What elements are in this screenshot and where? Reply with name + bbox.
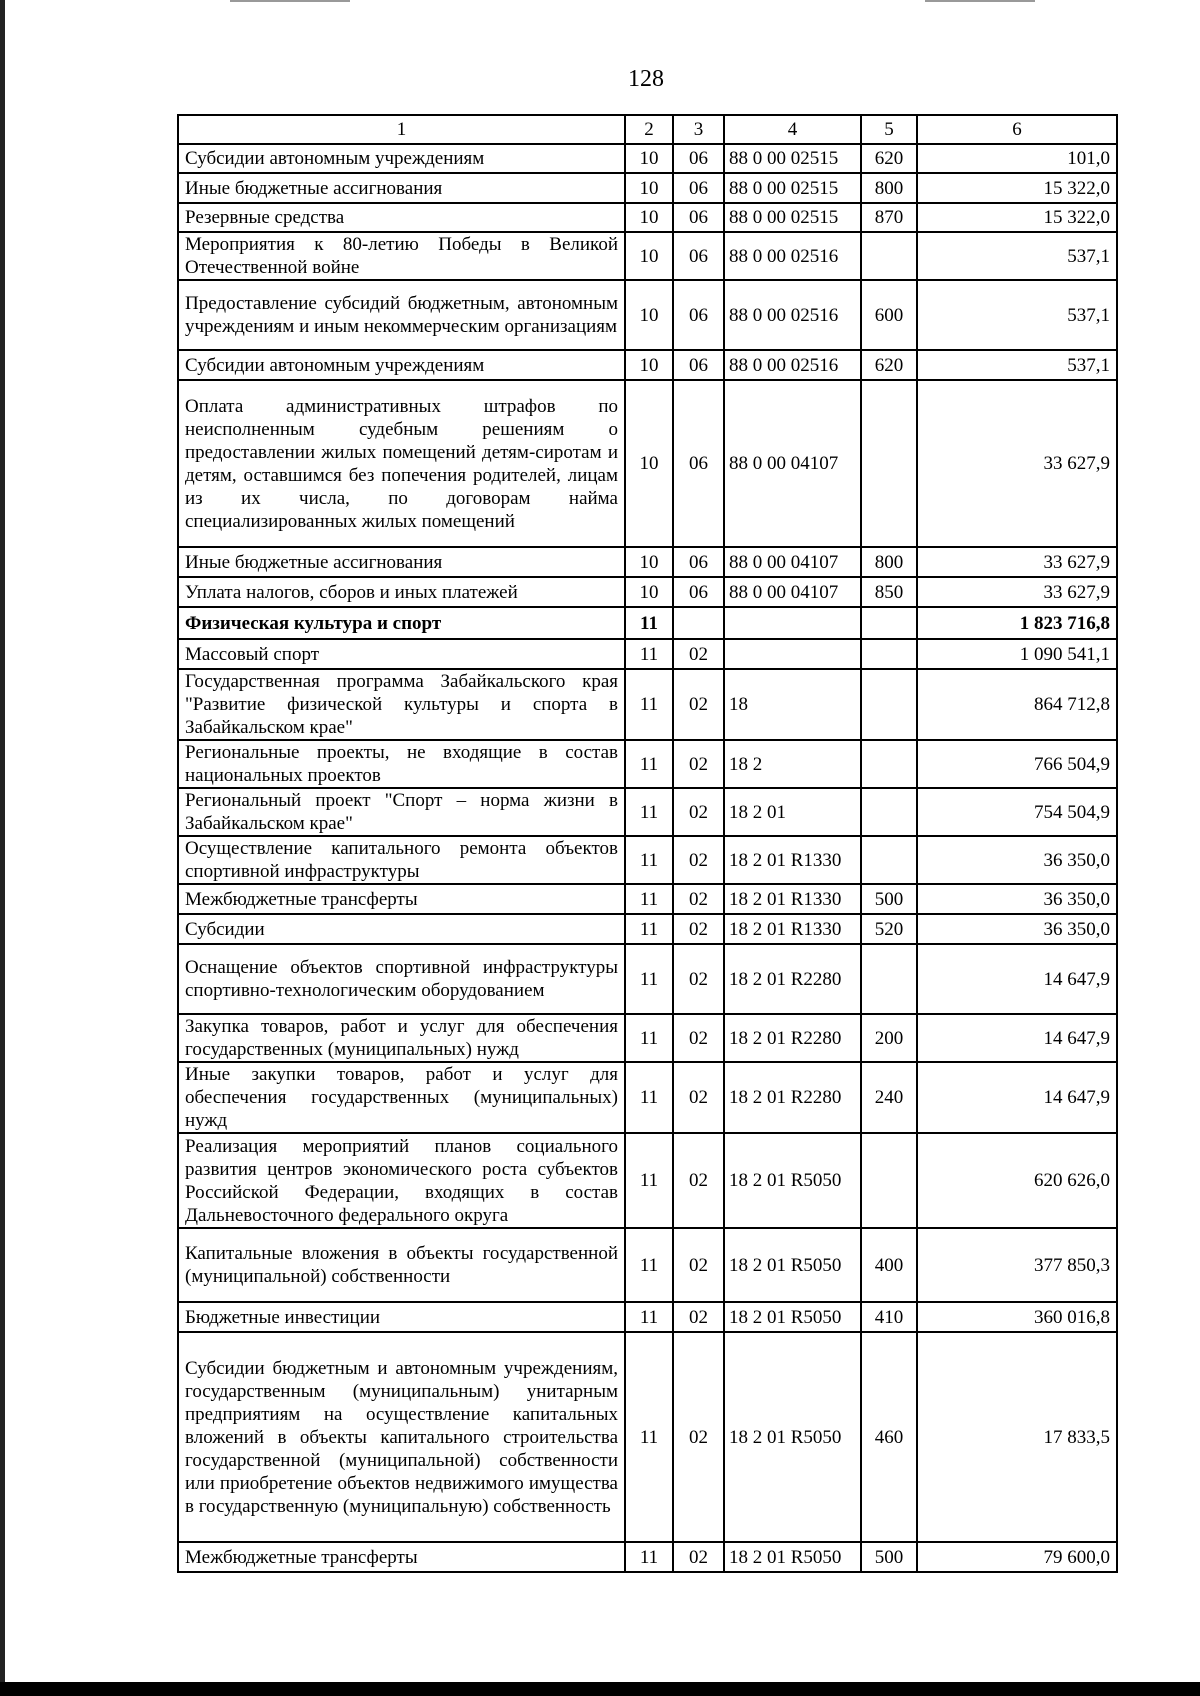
scan-edge-left [0,0,5,1696]
row-subsection-cell: 02 [673,740,724,788]
table-row [178,577,1117,607]
row-section-cell: 10 [625,173,673,203]
row-section-cell: 10 [625,547,673,577]
row-subsection-cell: 06 [673,350,724,380]
table-row [178,350,1117,380]
row-amount-cell: 537,1 [917,232,1117,280]
row-section-cell: 11 [625,836,673,884]
row-target-article-cell: 88 0 00 04107 [724,380,861,547]
row-expense-type-cell: 870 [861,203,917,232]
row-subsection-cell: 06 [673,577,724,607]
row-name-cell: Субсидии автономным учреждениям [178,350,625,380]
row-target-article-cell: 18 2 01 R5050 [724,1228,861,1302]
row-name-cell: Иные бюджетные ассигнования [178,173,625,203]
row-target-article-cell: 88 0 00 02516 [724,232,861,280]
row-expense-type-cell: 620 [861,144,917,173]
row-amount-cell: 1 823 716,8 [917,607,1117,639]
row-expense-type-cell: 460 [861,1332,917,1542]
row-amount-cell: 377 850,3 [917,1228,1117,1302]
row-name-cell: Закупка товаров, работ и услуг для обеспечения государственных (муниципальных) нужд [178,1014,625,1062]
row-target-article-cell: 18 2 01 R5050 [724,1332,861,1542]
table-row [178,884,1117,914]
row-amount-cell: 33 627,9 [917,577,1117,607]
row-section-cell: 11 [625,1302,673,1332]
row-section-cell: 11 [625,884,673,914]
table-row [178,1133,1117,1228]
row-subsection-cell: 02 [673,788,724,836]
row-target-article-cell: 18 2 01 R2280 [724,1014,861,1062]
row-name-cell: Капитальные вложения в объекты государственной (муниципальной) собственности [178,1228,625,1302]
row-subsection-cell: 02 [673,1302,724,1332]
header-cell-5: 5 [861,115,917,144]
row-target-article-cell [724,639,861,669]
row-amount-cell: 537,1 [917,350,1117,380]
table-row [178,1302,1117,1332]
table-row [178,639,1117,669]
row-name-cell: Субсидии автономным учреждениям [178,144,625,173]
row-subsection-cell: 02 [673,914,724,944]
row-section-cell: 11 [625,944,673,1014]
row-subsection-cell: 02 [673,1014,724,1062]
table-row [178,914,1117,944]
row-expense-type-cell: 600 [861,280,917,350]
row-subsection-cell: 02 [673,836,724,884]
row-subsection-cell: 06 [673,380,724,547]
row-section-cell: 10 [625,232,673,280]
table-row [178,144,1117,173]
row-expense-type-cell: 800 [861,173,917,203]
row-expense-type-cell [861,232,917,280]
row-subsection-cell: 02 [673,884,724,914]
row-expense-type-cell [861,669,917,740]
row-amount-cell: 101,0 [917,144,1117,173]
row-name-cell: Физическая культура и спорт [178,607,625,639]
row-subsection-cell: 02 [673,639,724,669]
row-target-article-cell: 18 2 01 R1330 [724,836,861,884]
row-amount-cell: 15 322,0 [917,203,1117,232]
row-subsection-cell: 02 [673,1133,724,1228]
row-expense-type-cell [861,607,917,639]
row-name-cell: Резервные средства [178,203,625,232]
row-amount-cell: 360 016,8 [917,1302,1117,1332]
row-amount-cell: 864 712,8 [917,669,1117,740]
table-row [178,1228,1117,1302]
table-row [178,547,1117,577]
budget-table [177,114,1118,1573]
row-target-article-cell: 88 0 00 04107 [724,547,861,577]
row-section-cell: 11 [625,788,673,836]
row-amount-cell: 79 600,0 [917,1542,1117,1572]
row-target-article-cell: 18 2 01 R1330 [724,884,861,914]
row-amount-cell: 36 350,0 [917,914,1117,944]
row-target-article-cell: 88 0 00 04107 [724,577,861,607]
row-target-article-cell: 18 2 01 R1330 [724,914,861,944]
row-section-cell: 10 [625,203,673,232]
row-subsection-cell: 06 [673,547,724,577]
row-name-cell: Оплата административных штрафов по неисполненным судебным решениям о предоставлении жилых помещений детям-сиротам и детям, оставшимся без попечения родителей, лицам из их числа, по договорам найма специализированных жилых помещений [178,380,625,547]
row-section-cell: 11 [625,639,673,669]
row-amount-cell: 36 350,0 [917,884,1117,914]
row-target-article-cell: 18 2 01 R5050 [724,1302,861,1332]
row-amount-cell: 14 647,9 [917,944,1117,1014]
row-subsection-cell: 06 [673,144,724,173]
scan-edge-top-right [925,0,1035,2]
table-row [178,380,1117,547]
row-expense-type-cell: 240 [861,1062,917,1133]
row-amount-cell: 33 627,9 [917,547,1117,577]
row-section-cell: 11 [625,1542,673,1572]
row-section-cell: 11 [625,740,673,788]
table-row [178,203,1117,232]
row-target-article-cell: 18 2 [724,740,861,788]
row-section-cell: 11 [625,1228,673,1302]
table-row [178,173,1117,203]
row-expense-type-cell: 400 [861,1228,917,1302]
row-target-article-cell: 88 0 00 02515 [724,173,861,203]
row-target-article-cell: 18 2 01 [724,788,861,836]
row-name-cell: Иные бюджетные ассигнования [178,547,625,577]
row-name-cell: Межбюджетные трансферты [178,1542,625,1572]
row-expense-type-cell [861,944,917,1014]
row-amount-cell: 766 504,9 [917,740,1117,788]
row-subsection-cell: 02 [673,944,724,1014]
row-amount-cell: 17 833,5 [917,1332,1117,1542]
row-target-article-cell [724,607,861,639]
row-expense-type-cell: 520 [861,914,917,944]
table-row [178,1062,1117,1133]
row-target-article-cell: 18 2 01 R5050 [724,1542,861,1572]
row-subsection-cell: 06 [673,232,724,280]
table-row [178,232,1117,280]
row-name-cell: Уплата налогов, сборов и иных платежей [178,577,625,607]
row-expense-type-cell [861,740,917,788]
header-cell-4: 4 [724,115,861,144]
row-section-cell: 11 [625,669,673,740]
row-subsection-cell: 02 [673,1062,724,1133]
row-amount-cell: 620 626,0 [917,1133,1117,1228]
table-row [178,1542,1117,1572]
row-target-article-cell: 88 0 00 02515 [724,144,861,173]
row-expense-type-cell: 410 [861,1302,917,1332]
row-name-cell: Региональный проект "Спорт – норма жизни в Забайкальском крае" [178,788,625,836]
row-expense-type-cell: 850 [861,577,917,607]
row-subsection-cell: 02 [673,1332,724,1542]
table-row [178,280,1117,350]
row-target-article-cell: 18 2 01 R5050 [724,1133,861,1228]
row-section-cell: 10 [625,380,673,547]
row-expense-type-cell [861,1133,917,1228]
row-subsection-cell [673,607,724,639]
header-cell-3: 3 [673,115,724,144]
row-section-cell: 11 [625,1014,673,1062]
row-name-cell: Иные закупки товаров, работ и услуг для обеспечения государственных (муниципальных) нужд [178,1062,625,1133]
row-amount-cell: 754 504,9 [917,788,1117,836]
row-section-cell: 10 [625,280,673,350]
table-row [178,1332,1117,1542]
row-name-cell: Бюджетные инвестиции [178,1302,625,1332]
row-name-cell: Межбюджетные трансферты [178,884,625,914]
row-subsection-cell: 02 [673,669,724,740]
row-expense-type-cell: 500 [861,884,917,914]
table-row [178,944,1117,1014]
row-section-cell: 11 [625,914,673,944]
header-row [178,115,1117,144]
row-subsection-cell: 06 [673,203,724,232]
row-amount-cell: 1 090 541,1 [917,639,1117,669]
row-section-cell: 10 [625,350,673,380]
row-expense-type-cell: 200 [861,1014,917,1062]
row-expense-type-cell [861,836,917,884]
row-target-article-cell: 18 2 01 R2280 [724,1062,861,1133]
row-section-cell: 11 [625,1133,673,1228]
row-target-article-cell: 88 0 00 02515 [724,203,861,232]
row-subsection-cell: 02 [673,1228,724,1302]
table-row [178,740,1117,788]
table-row [178,1014,1117,1062]
row-name-cell: Осуществление капитального ремонта объектов спортивной инфраструктуры [178,836,625,884]
row-name-cell: Предоставление субсидий бюджетным, автономным учреждениям и иным некоммерческим организациям [178,280,625,350]
row-expense-type-cell [861,639,917,669]
row-amount-cell: 33 627,9 [917,380,1117,547]
header-cell-1: 1 [178,115,625,144]
row-section-cell: 11 [625,1062,673,1133]
row-name-cell: Субсидии бюджетным и автономным учреждениям, государственным (муниципальным) унитарным предприятиям на осуществление капитальных вложений в объекты капитального строительства государственной (муниципальной) собственности или приобретение объектов недвижимого имущества в государственную (муниципальную) собственность [178,1332,625,1542]
row-name-cell: Мероприятия к 80-летию Победы в Великой Отечественной войне [178,232,625,280]
table-row [178,669,1117,740]
row-expense-type-cell: 500 [861,1542,917,1572]
row-name-cell: Оснащение объектов спортивной инфраструктуры спортивно-технологическим оборудованием [178,944,625,1014]
row-name-cell: Реализация мероприятий планов социального развития центров экономического роста субъектов Российской Федерации, входящих в состав Дальневосточного федерального округа [178,1133,625,1228]
row-amount-cell: 15 322,0 [917,173,1117,203]
table-row [178,788,1117,836]
row-target-article-cell: 88 0 00 02516 [724,280,861,350]
row-section-cell: 11 [625,607,673,639]
header-cell-6: 6 [917,115,1117,144]
budget-table-body [178,115,1117,1572]
row-expense-type-cell [861,788,917,836]
row-section-cell: 10 [625,144,673,173]
row-expense-type-cell [861,380,917,547]
row-target-article-cell: 88 0 00 02516 [724,350,861,380]
scan-edge-top [230,0,350,2]
table-row [178,836,1117,884]
row-expense-type-cell: 800 [861,547,917,577]
header-cell-2: 2 [625,115,673,144]
row-name-cell: Государственная программа Забайкальского края "Развитие физической культуры и спорта в Забайкальском крае" [178,669,625,740]
row-section-cell: 10 [625,577,673,607]
row-amount-cell: 36 350,0 [917,836,1117,884]
row-subsection-cell: 02 [673,1542,724,1572]
scan-edge-bottom [0,1682,1200,1696]
page-number: 128 [628,66,664,92]
row-subsection-cell: 06 [673,280,724,350]
row-target-article-cell: 18 [724,669,861,740]
row-target-article-cell: 18 2 01 R2280 [724,944,861,1014]
row-subsection-cell: 06 [673,173,724,203]
row-amount-cell: 14 647,9 [917,1062,1117,1133]
row-name-cell: Субсидии [178,914,625,944]
row-expense-type-cell: 620 [861,350,917,380]
row-amount-cell: 14 647,9 [917,1014,1117,1062]
row-section-cell: 11 [625,1332,673,1542]
row-name-cell: Массовый спорт [178,639,625,669]
row-name-cell: Региональные проекты, не входящие в состав национальных проектов [178,740,625,788]
row-amount-cell: 537,1 [917,280,1117,350]
table-row [178,607,1117,639]
